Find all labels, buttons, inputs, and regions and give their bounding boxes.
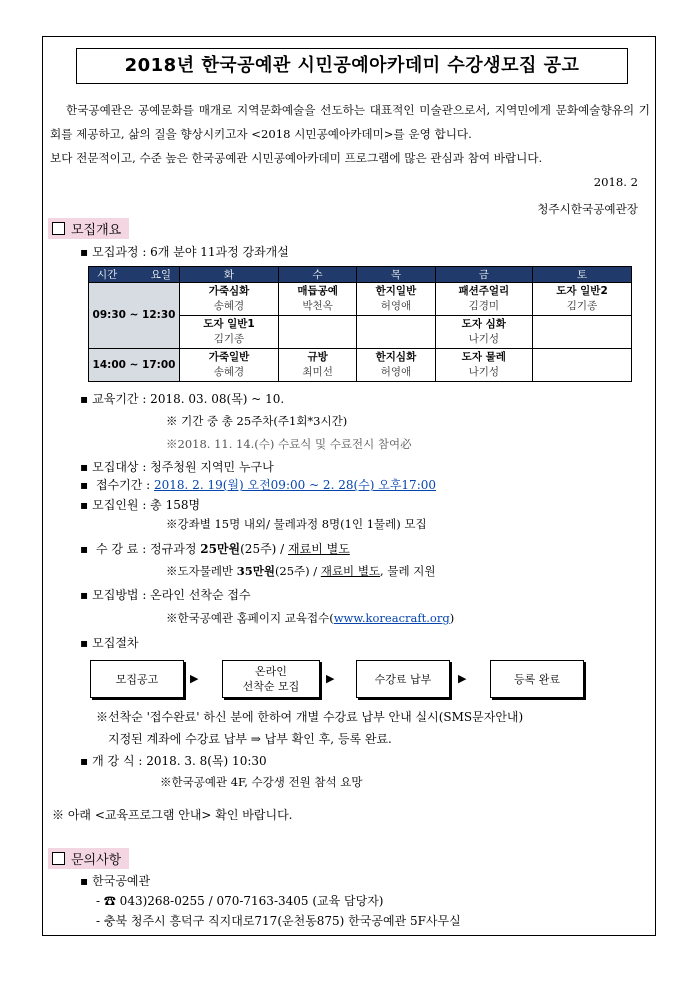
day-header: 토: [533, 267, 632, 283]
class-cell: 도자 일반1 김기종: [180, 316, 279, 349]
class-cell: 가죽일반 송혜경: [180, 349, 279, 382]
notice: ※ 아래 <교육프로그램 안내> 확인 바랍니다.: [52, 808, 293, 822]
capacity: ▪ 모집인원 : 총 158명: [80, 496, 200, 513]
flow-step: 온라인 선착순 모집: [222, 660, 320, 698]
time-slot: 14:00 ~ 17:00: [89, 349, 180, 382]
class-cell: 매듭공예 박천옥: [278, 283, 356, 316]
time-slot: 09:30 ~ 12:30: [89, 283, 180, 349]
homepage-link[interactable]: www.koreacraft.org: [333, 611, 450, 625]
edu-note: ※ 기간 중 총 25주차(주1회*3시간): [166, 414, 348, 428]
course-item: ▪ 모집과정 : 6개 분야 11과정 강좌개설: [80, 243, 289, 260]
checkbox-square-icon: [52, 222, 65, 235]
intro-paragraph: 한국공예관은 공예문화를 매개로 지역문화예술을 선도하는 대표적인 미술관으로서, 지역민에게 문화예술향유의 기회를 제공하고, 삶의 질을 향상시키고자 <2018 시민공예아카데미>를 운영 합니다.: [50, 103, 650, 141]
class-cell: [533, 349, 632, 382]
section-heading-recruit: [48, 218, 129, 239]
intro-date: 2018. 2: [593, 175, 638, 189]
day-header: 수: [278, 267, 356, 283]
day-header: 목: [357, 267, 435, 283]
class-cell: 도자 일반2 김기종: [533, 283, 632, 316]
class-cell: 한지심화 허영애: [357, 349, 435, 382]
capacity-note: ※강좌별 15명 내외/ 물레과정 8명(1인 1물레) 모집: [166, 517, 427, 531]
edu-note: ※2018. 11. 14.(수) 수료식 및 수료전시 참여必: [166, 437, 412, 451]
apply-period: [80, 476, 436, 493]
section-label: 모집개요: [71, 223, 122, 238]
class-cell: 패션주얼리 김경미: [435, 283, 532, 316]
signature: 청주시한국공예관장: [537, 202, 638, 216]
intro: [50, 98, 650, 224]
apply-label: 접수기간 :: [95, 478, 155, 492]
class-cell: 가죽심화 송혜경: [180, 283, 279, 316]
class-cell: [533, 316, 632, 349]
contact-address: - 충북 청주시 흥덕구 직지대로717(운천동875) 한국공예관 5F사무실: [96, 914, 461, 928]
method: ▪ 모집방법 : 온라인 선착순 접수: [80, 586, 251, 603]
class-cell: 도자 심화 나기성: [435, 316, 532, 349]
fee-note: ※도자물레반 35만원(25주) / 재료비 별도, 물레 지원: [166, 564, 436, 578]
target: ▪ 모집대상 : 청주청원 지역민 누구나: [80, 458, 274, 475]
section-label: 문의사항: [71, 853, 122, 868]
class-cell: 규방 최미선: [278, 349, 356, 382]
procedure-note: ※선착순 '접수완료' 하신 분에 한하여 개별 수강료 납부 안내 실시(SMS문자안내): [96, 710, 524, 724]
arrow-right-icon: ▶: [458, 672, 467, 685]
arrow-right-icon: ▶: [326, 672, 335, 685]
procedure-flow: [90, 660, 630, 700]
fee: ▪ 수 강 료 : 정규과정 25만원(25주) / 재료비 별도: [80, 540, 350, 557]
contact-phone: - ☎ 043)268-0255 / 070-7163-3405 (교육 담당자): [96, 894, 384, 908]
procedure-note: 지정된 계좌에 수강료 납부 ⇒ 납부 확인 후, 등록 완료.: [108, 732, 392, 746]
table-row: [89, 283, 632, 316]
header-time-day: [89, 267, 180, 283]
contact-org: ▪ 한국공예관: [80, 872, 150, 889]
opening-note: ※한국공예관 4F, 수강생 전원 참석 요망: [160, 775, 363, 789]
opening: ▪ 개 강 식 : 2018. 3. 8(목) 10:30: [80, 752, 267, 769]
page-title: 2018년 한국공예관 시민공예아카데미 수강생모집 공고: [76, 48, 628, 84]
flow-step: 등록 완료: [490, 660, 584, 698]
header-day: 요일: [150, 269, 171, 281]
apply-period-value: 2018. 2. 19(월) 오전09:00 ~ 2. 28(수) 오후17:00: [154, 478, 437, 492]
section-heading-contact: [48, 848, 129, 869]
class-cell: [278, 316, 356, 349]
schedule-table: [88, 266, 632, 382]
day-header: 금: [435, 267, 532, 283]
edu-period: ▪ 교육기간 : 2018. 03. 08(목) ~ 10.: [80, 390, 284, 407]
checkbox-square-icon: [52, 852, 65, 865]
day-header: 화: [180, 267, 279, 283]
class-cell: 한지일반 허영애: [357, 283, 435, 316]
flow-step: 수강료 납부: [356, 660, 450, 698]
intro-line: 보다 전문적이고, 수준 높은 한국공예관 시민공예아카데미 프로그램에 많은 관심과 참여 바랍니다.: [50, 151, 543, 165]
arrow-right-icon: ▶: [190, 672, 199, 685]
class-cell: [357, 316, 435, 349]
class-cell: 도자 물레 나기성: [435, 349, 532, 382]
table-row: [89, 349, 632, 382]
procedure: ▪ 모집절차: [80, 634, 139, 651]
flow-step: 모집공고: [90, 660, 184, 698]
table-header-row: [89, 267, 632, 283]
method-note: ※한국공예관 홈페이지 교육접수(www.koreacraft.org): [166, 611, 455, 625]
header-time: 시간: [97, 269, 118, 281]
